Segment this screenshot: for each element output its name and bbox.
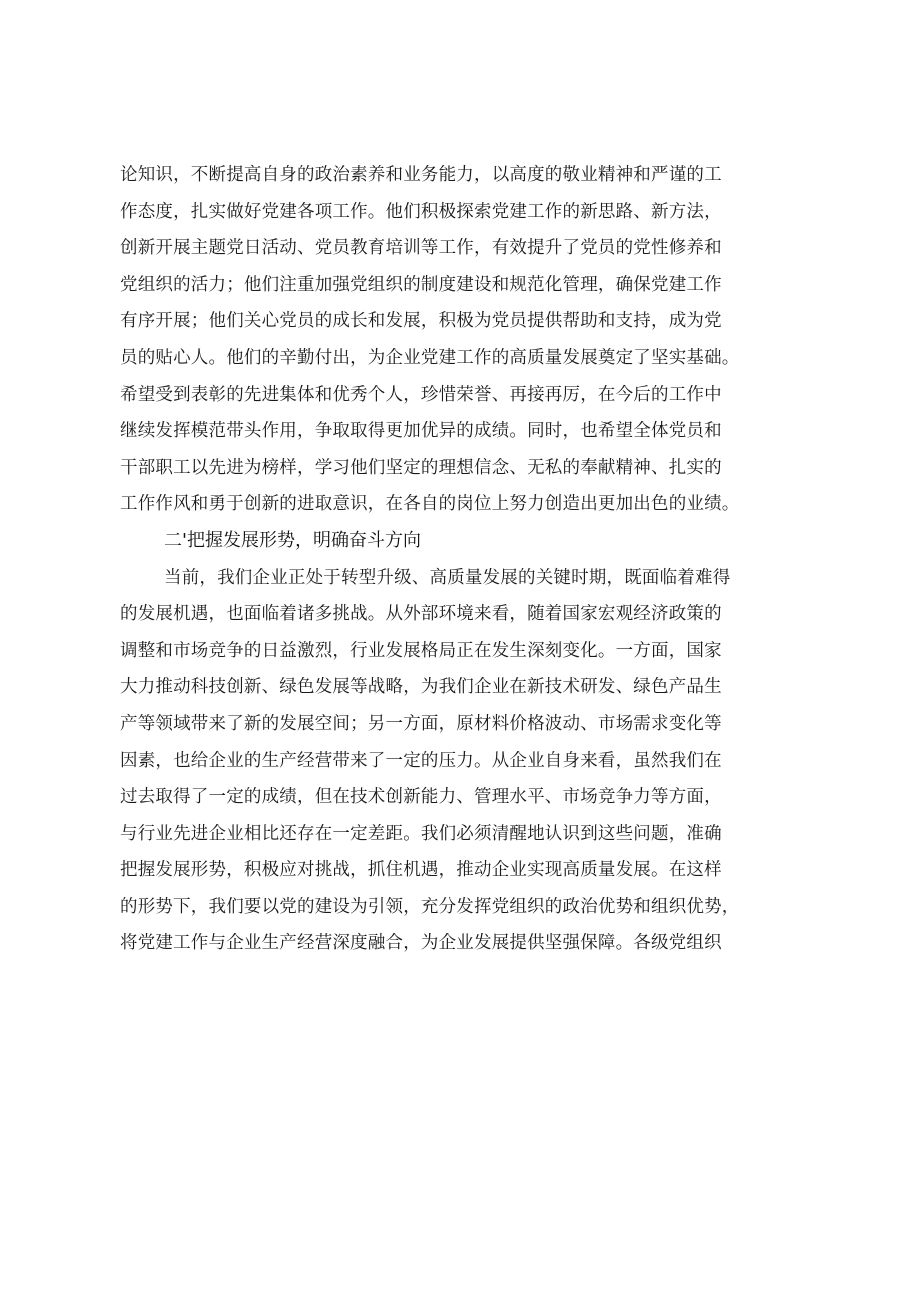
text-line: 与行业先进企业相比还存在一定差距。我们必须清醒地认识到这些问题，准确: [120, 823, 722, 844]
text-line: 党组织的活力；他们注重加强党组织的制度建设和规范化管理，确保党建工作: [120, 274, 722, 295]
text-line: 作态度，扎实做好党建各项工作。他们积极探索党建工作的新思路、新方法，: [120, 201, 722, 222]
text-line: 大力推动科技创新、绿色发展等战略，为我们企业在新技术研发、绿色产品生: [120, 677, 722, 698]
text-line: 论知识，不断提高自身的政治素养和业务能力，以高度的敬业精神和严谨的工: [120, 165, 722, 185]
section-heading: 二'把握发展形势，明确奋斗方向: [164, 529, 421, 551]
text-line: 将党建工作与企业生产经营深度融合，为企业发展提供坚强保障。各级党组织: [120, 933, 722, 954]
text-line: 的发展机遇，也面临着诸多挑战。从外部环境来看，随着国家宏观经济政策的: [120, 604, 722, 625]
text-line: 工作作风和勇于创新的进取意识，在各自的岗位上努力创造出更加出色的业绩。: [120, 494, 740, 515]
text-line: 调整和市场竞争的日益激烈，行业发展格局正在发生深刻变化。一方面，国家: [120, 640, 722, 661]
text-line: 继续发挥模范带头作用，争取取得更加优异的成绩。同时，也希望全体党员和: [120, 421, 722, 442]
paragraph-continuation: [120, 157, 820, 523]
text-line: 干部职工以先进为榜样，学习他们坚定的理想信念、无私的奉献精神、扎实的: [120, 457, 722, 478]
text-line: 员的贴心人。他们的辛勤付出，为企业党建工作的高质量发展奠定了坚实基础。: [120, 347, 740, 368]
text-line: 产等领域带来了新的发展空间；另一方面，原材料价格波动、市场需求变化等: [120, 713, 722, 734]
paragraph-body: [120, 560, 820, 963]
text-line: 当前，我们企业正处于转型升级、高质量发展的关键时期，既面临着难得: [164, 567, 731, 588]
text-line: 把握发展形势，积极应对挑战，抓住机遇，推动企业实现高质量发展。在这样: [120, 860, 722, 881]
text-line: 因素，也给企业的生产经营带来了一定的压力。从企业自身来看，虽然我们在: [120, 750, 722, 771]
text-line: 创新开展主题党日活动、党员教育培训等工作，有效提升了党员的党性修养和: [120, 238, 722, 259]
document-body: [120, 157, 820, 962]
text-line: 的形势下，我们要以党的建设为引领，充分发挥党组织的政治优势和组织优势，: [120, 896, 740, 917]
text-line: 希望受到表彰的先进集体和优秀个人，珍惜荣誉、再接再厉，在今后的工作中: [120, 384, 722, 405]
text-line: 过去取得了一定的成绩，但在技术创新能力、管理水平、市场竞争力等方面，: [120, 787, 722, 808]
text-line: 有序开展；他们关心党员的成长和发展，积极为党员提供帮助和支持，成为党: [120, 311, 722, 332]
